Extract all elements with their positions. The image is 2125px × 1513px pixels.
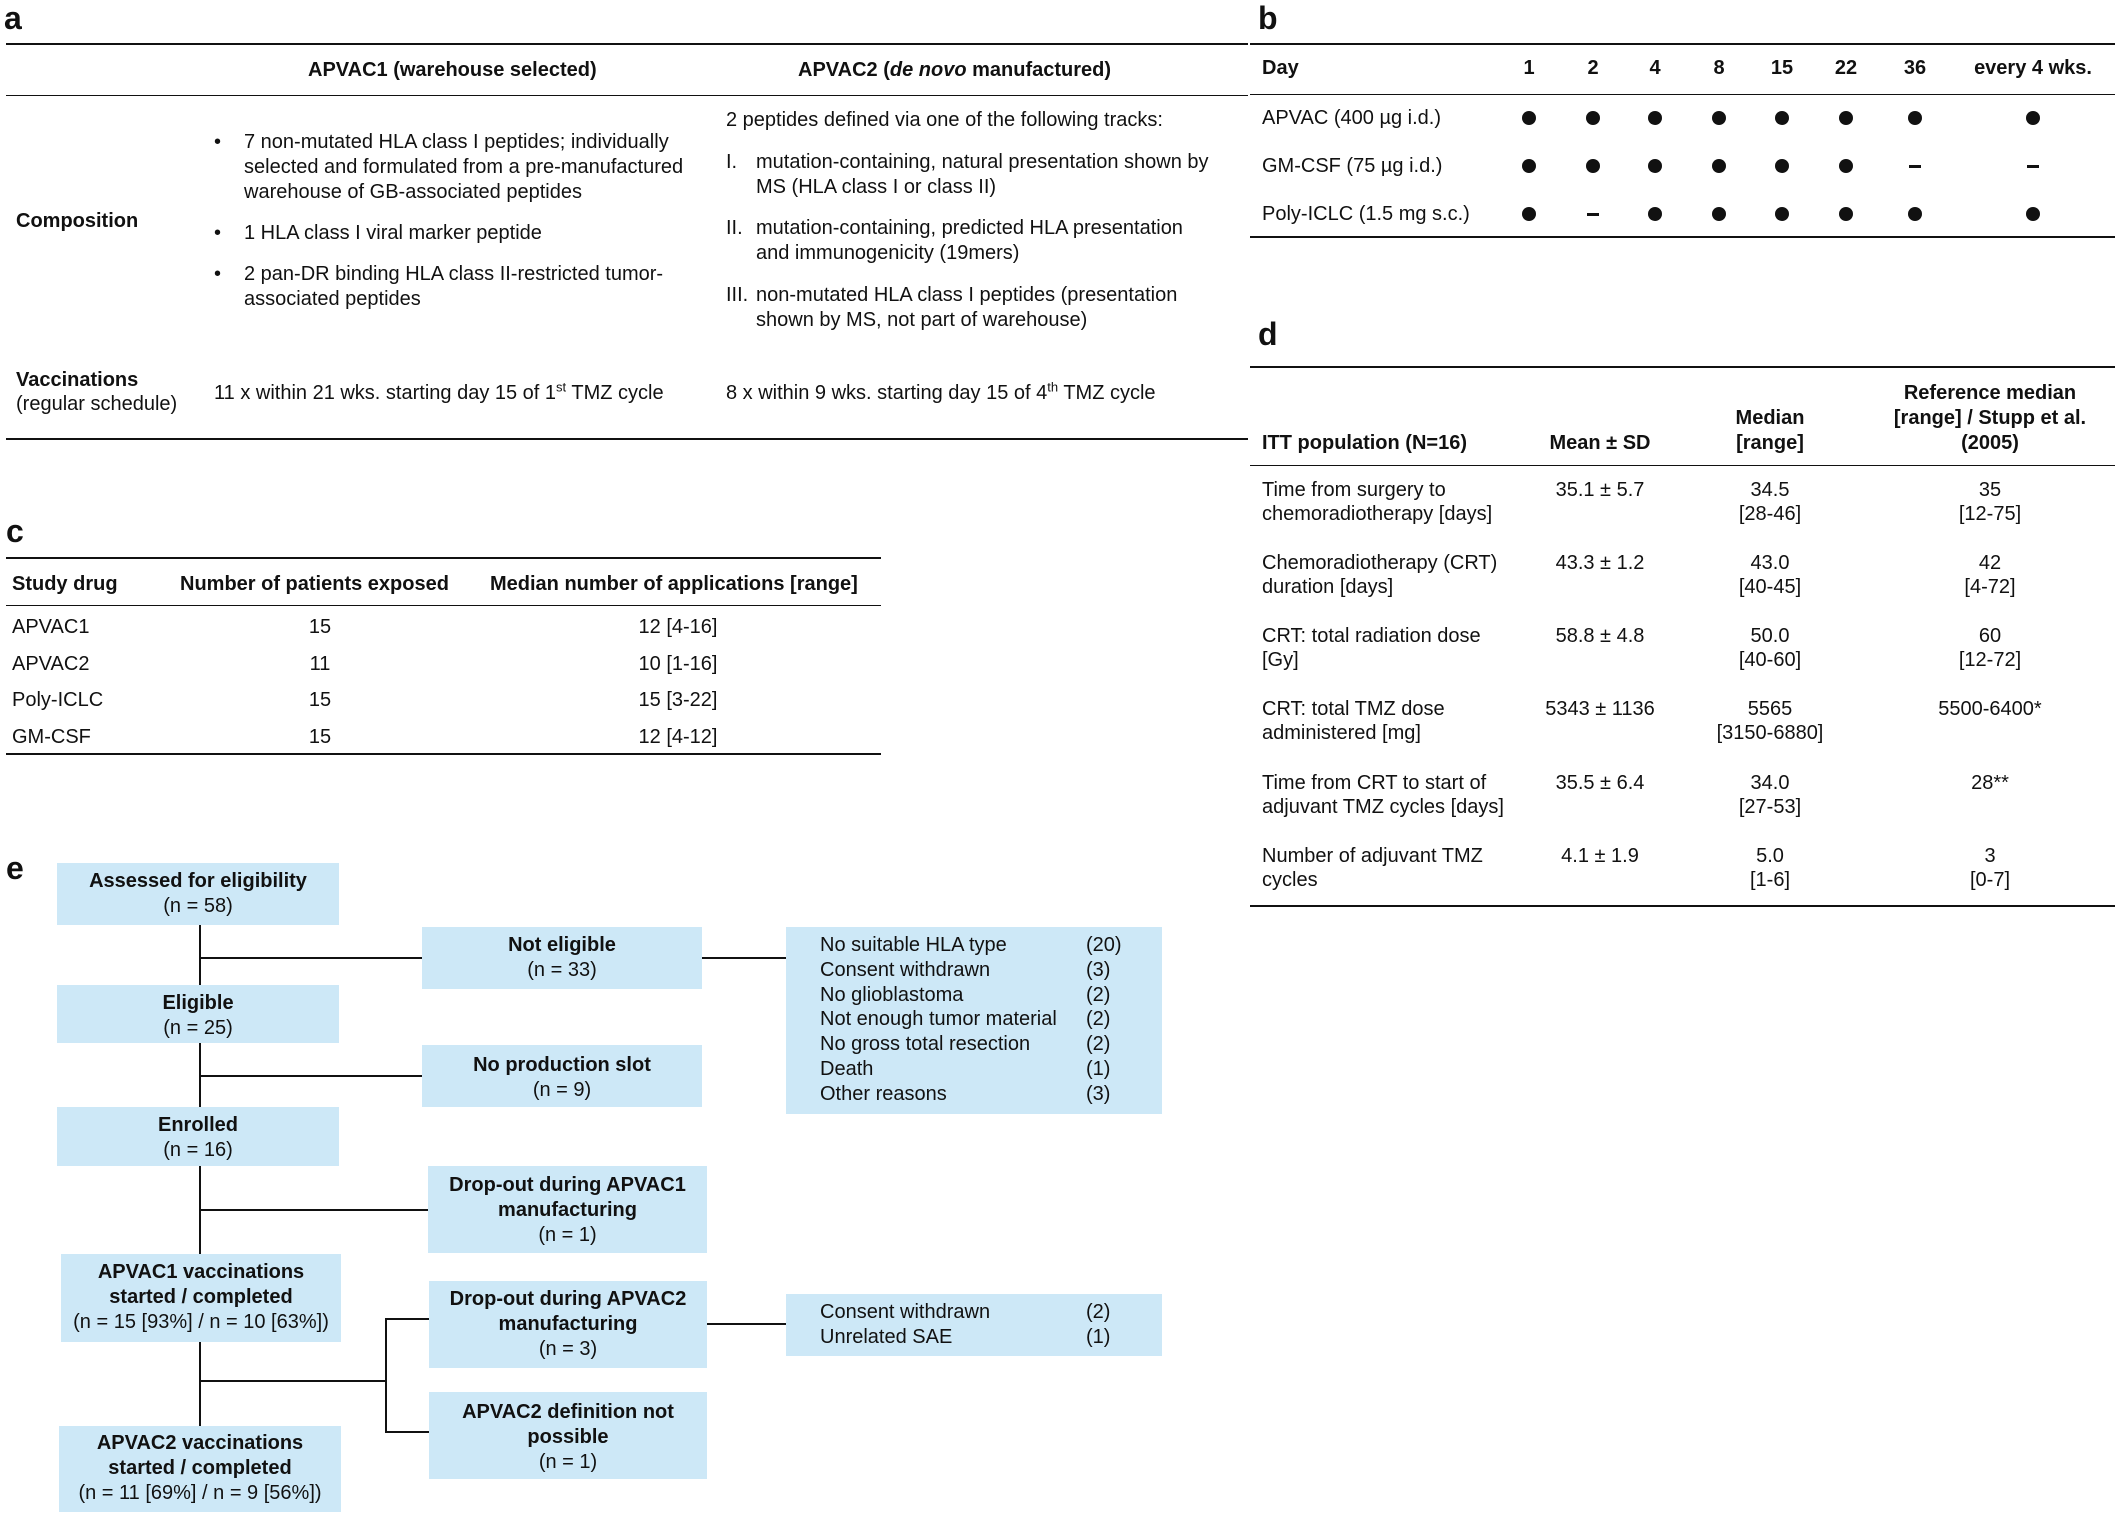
schedule-dot (1839, 207, 1853, 221)
schedule-dot (1839, 111, 1853, 125)
study-drug-cell: Poly-ICLC (12, 689, 104, 711)
flow-line (199, 1342, 201, 1426)
day-header-col: 1 (1523, 57, 1535, 79)
itt-reference: 60 (1978, 625, 2002, 647)
schedule-dot (1648, 207, 1662, 221)
d-header-itt: ITT population (N=16) (1262, 432, 1467, 454)
itt-reference-range: [4-72] (1964, 576, 2016, 598)
reason-count: (1) (1086, 1325, 1111, 1348)
col2-track-3-num: III. (726, 284, 749, 306)
reason-text: Consent withdrawn (820, 1301, 991, 1323)
schedule-dash (1909, 165, 1921, 168)
box-dropout-apvac1: Drop-out during APVAC1 manufacturing (n = 1) (428, 1166, 707, 1253)
composition-label: Composition (16, 210, 139, 232)
itt-row-label-line2: chemoradiotherapy [days] (1262, 503, 1493, 525)
patients-exposed-cell: 15 (308, 726, 332, 748)
day-header-col: 4 (1649, 57, 1661, 79)
flow-line (200, 1209, 428, 1211)
col2-track-2-num: II. (726, 217, 743, 239)
panel-label-b: b (1258, 0, 1278, 36)
panel-label-c: c (6, 513, 24, 549)
itt-row-label-line1: CRT: total radiation dose (1262, 625, 1481, 647)
reason-text: Death (820, 1057, 874, 1080)
box-dropout-apvac2: Drop-out during APVAC2 manufacturing (n = 3) (429, 1281, 707, 1368)
patients-exposed-cell: 15 (308, 616, 332, 638)
panel-b-top-rule (1250, 43, 2115, 45)
schedule-dot (2026, 207, 2040, 221)
box-no-production-slot: No production slot (n = 9) (422, 1045, 702, 1107)
itt-reference: 35 (1978, 479, 2002, 501)
itt-mean-sd: 5343 ± 1136 (1545, 698, 1655, 720)
itt-row-label-line1: CRT: total TMZ dose (1262, 698, 1445, 720)
flow-line (702, 957, 786, 959)
itt-median: 34.0 (1750, 772, 1790, 794)
day-header-col: 2 (1587, 57, 1599, 79)
c-header-drug: Study drug (12, 573, 118, 595)
schedule-dot (1712, 159, 1726, 173)
reason-count: (2) (1086, 1008, 1111, 1031)
day-header: Day (1262, 57, 1299, 79)
day-header-col: 8 (1713, 57, 1725, 79)
reason-count: (2) (1086, 1033, 1111, 1056)
patients-exposed-cell: 11 (309, 653, 331, 675)
itt-row-label-line2: [Gy] (1262, 649, 1299, 671)
itt-row-label-line1: Number of adjuvant TMZ (1262, 845, 1483, 867)
itt-median: 50.0 (1750, 625, 1790, 647)
reason-count: (3) (1086, 1082, 1111, 1105)
d-header-median: Median [range] (1735, 407, 1805, 454)
itt-mean-sd: 35.5 ± 6.4 (1555, 772, 1645, 794)
panel-label-d: d (1258, 316, 1278, 352)
dropout2-reasons-list (820, 1300, 1160, 1350)
day-header-col: 15 (1770, 57, 1794, 79)
median-applications-cell: 15 [3-22] (638, 689, 718, 711)
box-apvac2-definition: APVAC2 definition not possible (n = 1) (429, 1392, 707, 1479)
box-eligible: Eligible (n = 25) (57, 985, 339, 1043)
panel-d-bottom-rule (1250, 905, 2115, 907)
panel-d-top-rule (1250, 366, 2115, 368)
panel-a-bottom-rule (6, 438, 1248, 440)
itt-mean-sd: 4.1 ± 1.9 (1561, 845, 1639, 867)
panel-a-header-rule (6, 95, 1248, 96)
col1-bullet-2: • 1 HLA class I viral marker peptide (244, 221, 708, 246)
reason-count: (2) (1086, 983, 1111, 1006)
schedule-dot (1586, 111, 1600, 125)
day-header-col: 36 (1903, 57, 1927, 79)
reason-text: No suitable HLA type (820, 934, 1007, 956)
study-drug-cell: APVAC2 (12, 653, 90, 675)
schedule-dot (1522, 111, 1536, 125)
reason-text: No gross total resection (820, 1033, 1031, 1056)
median-applications-cell: 12 [4-12] (638, 726, 718, 748)
median-applications-cell: 10 [1-16] (638, 653, 718, 675)
vacc-col2: 8 x within 9 wks. starting day 15 of 4th TMZ cycle (726, 379, 1156, 404)
reason-row (820, 1032, 1160, 1057)
itt-reference-range: [12-75] (1958, 503, 2022, 525)
schedule-dot (1775, 111, 1789, 125)
flow-line (385, 1318, 429, 1320)
schedule-dash (2027, 165, 2039, 168)
panel-d-header-rule (1250, 465, 2115, 466)
flow-line (385, 1431, 429, 1433)
vacc-col1: 11 x within 21 wks. starting day 15 of 1st TMZ cycle (214, 379, 664, 404)
itt-row-label-line2: duration [days] (1262, 576, 1394, 598)
schedule-dot (1648, 111, 1662, 125)
reason-row (820, 1082, 1160, 1107)
itt-row-label-line2: adjuvant TMZ cycles [days] (1262, 796, 1504, 818)
flow-line (199, 925, 201, 985)
reason-count: (2) (1086, 1301, 1111, 1323)
itt-mean-sd: 35.1 ± 5.7 (1555, 479, 1645, 501)
box-not-eligible: Not eligible (n = 33) (422, 927, 702, 989)
panel-b-bottom-rule (1250, 236, 2115, 238)
c-header-patients: Number of patients exposed (180, 573, 449, 595)
itt-median: 5.0 (1756, 845, 1784, 867)
itt-mean-sd: 58.8 ± 4.8 (1555, 625, 1645, 647)
itt-mean-sd: 43.3 ± 1.2 (1555, 552, 1645, 574)
itt-reference: 42 (1978, 552, 2002, 574)
ineligible-reasons-list (820, 933, 1160, 1107)
reason-count: (3) (1086, 958, 1111, 981)
itt-median-range: [40-60] (1738, 649, 1802, 671)
panel-c-header-rule (6, 605, 881, 606)
vaccinations-sublabel: (regular schedule) (16, 393, 178, 415)
reason-text: Not enough tumor material (820, 1008, 1057, 1031)
col1-bullet-1: • 7 non-mutated HLA class I peptides; individually selected and formulated from a pre-manufactured warehouse of GB-associated peptides (244, 130, 708, 205)
itt-reference-range: [0-7] (1969, 869, 2011, 891)
day-header-col: 22 (1834, 57, 1858, 79)
itt-row-label-line1: Time from surgery to (1262, 479, 1446, 501)
panel-c-bottom-rule (6, 753, 881, 755)
panel-c-top-rule (6, 557, 881, 559)
itt-median: 5565 (1747, 698, 1793, 720)
schedule-dot (1712, 111, 1726, 125)
panel-b-header-rule (1250, 94, 2115, 95)
reason-row (820, 933, 1160, 958)
flow-line (200, 1380, 386, 1382)
itt-row-label-line2: administered [mg] (1262, 722, 1421, 744)
panel-a-col1-header: APVAC1 (warehouse selected) (308, 59, 597, 81)
itt-median: 34.5 (1750, 479, 1790, 501)
panel-label-e: e (6, 850, 24, 886)
panel-a-top-rule (6, 43, 1248, 45)
itt-median-range: [27-53] (1738, 796, 1802, 818)
reason-text: No glioblastoma (820, 983, 964, 1006)
itt-row-label-line1: Time from CRT to start of (1262, 772, 1487, 794)
itt-median-range: [40-45] (1738, 576, 1802, 598)
itt-median-range: [28-46] (1738, 503, 1802, 525)
schedule-dot (1586, 159, 1600, 173)
d-header-reference: Reference median [range] / Stupp et al. (2005) (1893, 382, 2087, 454)
median-applications-cell: 12 [4-16] (638, 616, 718, 638)
col2-track-1-num: I. (726, 151, 738, 173)
col2-track-1: mutation-containing, natural presentation shown by MS (HLA class I or class II) (756, 151, 1209, 198)
schedule-dot (1775, 207, 1789, 221)
schedule-label-polyiclc: Poly-ICLC (1.5 mg s.c.) (1262, 203, 1470, 225)
reason-row (820, 983, 1160, 1008)
itt-reference-range: [12-72] (1958, 649, 2022, 671)
reason-text: Consent withdrawn (820, 958, 991, 981)
box-assessed: Assessed for eligibility (n = 58) (57, 863, 339, 925)
box-apvac2-vaccinations: APVAC2 vaccinations started / completed (n = 11 [69%] / n = 9 [56%]) (59, 1426, 341, 1512)
col2-intro: 2 peptides defined via one of the following tracks: (726, 109, 1163, 131)
study-drug-cell: GM-CSF (12, 726, 91, 748)
schedule-dot (1908, 207, 1922, 221)
vaccinations-label: Vaccinations (16, 369, 139, 391)
schedule-dot (1908, 111, 1922, 125)
reason-row (820, 1007, 1160, 1032)
schedule-dot (1712, 207, 1726, 221)
col2-track-3: non-mutated HLA class I peptides (presentation shown by MS, not part of warehouse) (756, 284, 1178, 331)
itt-reference: 3 (1984, 845, 1996, 867)
flow-line (385, 1319, 387, 1432)
panel-label-a: a (4, 0, 22, 36)
reason-count: (1) (1086, 1057, 1111, 1080)
schedule-dot (2026, 111, 2040, 125)
itt-reference: 5500-6400* (1938, 698, 2042, 720)
schedule-label-apvac: APVAC (400 µg i.d.) (1262, 107, 1442, 129)
flow-line (200, 1075, 422, 1077)
col2-track-2: mutation-containing, predicted HLA presentation and immunogenicity (19mers) (756, 217, 1183, 264)
itt-median-range: [3150-6880] (1716, 722, 1824, 744)
reason-row (820, 1300, 1160, 1325)
box-enrolled: Enrolled (n = 16) (57, 1107, 339, 1166)
study-drug-cell: APVAC1 (12, 616, 90, 638)
reason-row (820, 1325, 1160, 1350)
col1-bullet-3: • 2 pan-DR binding HLA class II-restricted tumor-associated peptides (244, 262, 708, 312)
reason-row (820, 1057, 1160, 1082)
itt-row-label-line2: cycles (1262, 869, 1318, 891)
d-header-mean: Mean ± SD (1549, 432, 1651, 454)
itt-row-label-line1: Chemoradiotherapy (CRT) (1262, 552, 1498, 574)
schedule-dot (1522, 159, 1536, 173)
box-apvac1-vaccinations: APVAC1 vaccinations started / completed (n = 15 [93%] / n = 10 [63%]) (61, 1254, 341, 1342)
schedule-label-gmcsf: GM-CSF (75 µg i.d.) (1262, 155, 1443, 177)
schedule-dash (1587, 213, 1599, 216)
flow-line (707, 1323, 787, 1325)
reason-text: Other reasons (820, 1082, 947, 1105)
day-header-col: every 4 wks. (1974, 57, 2092, 79)
itt-median-range: [1-6] (1749, 869, 1791, 891)
itt-reference: 28** (1971, 772, 2009, 794)
reason-count: (20) (1086, 934, 1122, 956)
schedule-dot (1839, 159, 1853, 173)
schedule-dot (1775, 159, 1789, 173)
itt-median: 43.0 (1750, 552, 1790, 574)
c-header-median: Median number of applications [range] (490, 573, 858, 595)
patients-exposed-cell: 15 (308, 689, 332, 711)
schedule-dot (1648, 159, 1662, 173)
reason-text: Unrelated SAE (820, 1325, 953, 1348)
flow-line (200, 957, 422, 959)
reason-row (820, 958, 1160, 983)
panel-a-col2-header: APVAC2 (de novo manufactured) (798, 59, 1112, 81)
schedule-dot (1522, 207, 1536, 221)
